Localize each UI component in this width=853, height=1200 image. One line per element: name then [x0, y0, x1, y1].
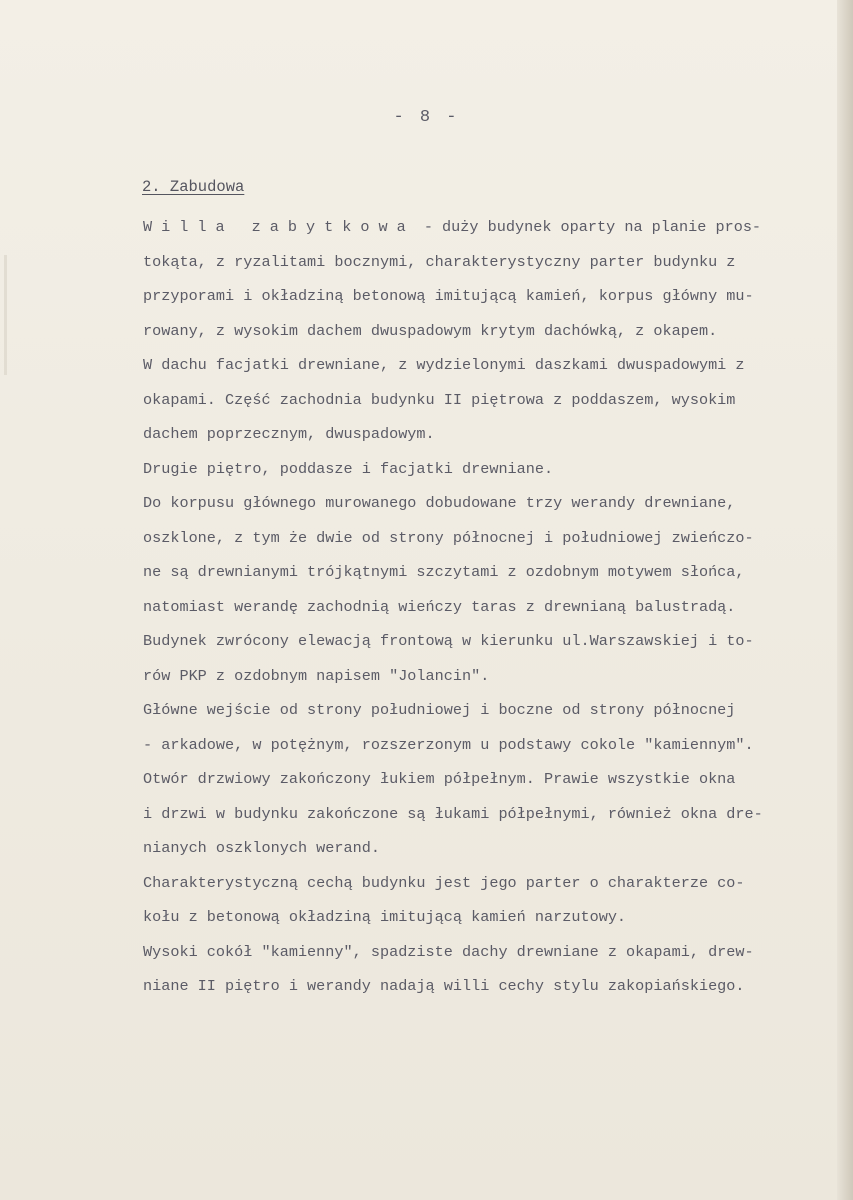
page-number: - 8 - [393, 108, 460, 127]
text-line: rowany, z wysokim dachem dwuspadowym krytym dachówką, z okapem. [143, 321, 718, 340]
text-line: Otwór drzwiowy zakończony łukiem półpełnym. Prawie wszystkie okna [143, 770, 736, 788]
text-line: Drugie piętro, poddasze i facjatki drewniane. [143, 459, 554, 478]
text-line: ne są drewnianymi trójkątnymi szczytami z ozdobnym motywem słońca, [143, 563, 745, 581]
text-line: rów PKP z ozdobnym napisem "Jolancin". [143, 666, 490, 685]
text-line: natomiast werandę zachodnią wieńczy taras z drewnianą balustradą. [143, 597, 736, 616]
lead-phrase: Willa zabytkowa [143, 218, 415, 236]
text-line [143, 210, 843, 245]
text-line: oszklone, z tym że dwie od strony północnej i południowej zwieńczo- [143, 528, 754, 547]
body-text [143, 210, 843, 1004]
text-line: - arkadowe, w potężnym, rozszerzonym u podstawy cokole "kamiennym". [143, 735, 754, 754]
text-line: kołu z betonową okładziną imitującą kamień narzutowy. [143, 908, 627, 926]
text-line: okapami. Część zachodnia budynku II piętrowa z poddaszem, wysokim [143, 390, 736, 409]
text-line: Główne wejście od strony południowej i boczne od strony północnej [143, 701, 736, 719]
section-heading: 2. Zabudowa [142, 178, 245, 196]
text-line: Wysoki cokół "kamienny", spadziste dachy drewniane z okapami, drew- [143, 942, 754, 961]
line-content: - duży budynek oparty na planie pros- [414, 218, 762, 236]
binding-mark [4, 255, 7, 375]
text-line: i drzwi w budynku zakończone są łukami półpełnymi, również okna dre- [143, 804, 763, 823]
text-line: nianych oszklonych werand. [143, 839, 380, 857]
text-line: dachem poprzecznym, dwuspadowym. [143, 425, 435, 443]
text-line: Charakterystyczną cechą budynku jest jego parter o charakterze co- [143, 873, 745, 892]
text-line: Do korpusu głównego murowanego dobudowane trzy werandy drewniane, [143, 494, 736, 512]
text-line: niane II piętro i werandy nadają willi cechy stylu zakopiańskiego. [143, 977, 745, 995]
text-line: Budynek zwrócony elewacją frontową w kierunku ul.Warszawskiej i to- [143, 632, 754, 650]
text-line: W dachu facjatki drewniane, z wydzielonymi daszkami dwuspadowymi z [143, 356, 745, 374]
text-line: przyporami i okładziną betonową imitującą kamień, korpus główny mu- [143, 287, 754, 305]
text-line: tokąta, z ryzalitami bocznymi, charakterystyczny parter budynku z [143, 252, 736, 271]
